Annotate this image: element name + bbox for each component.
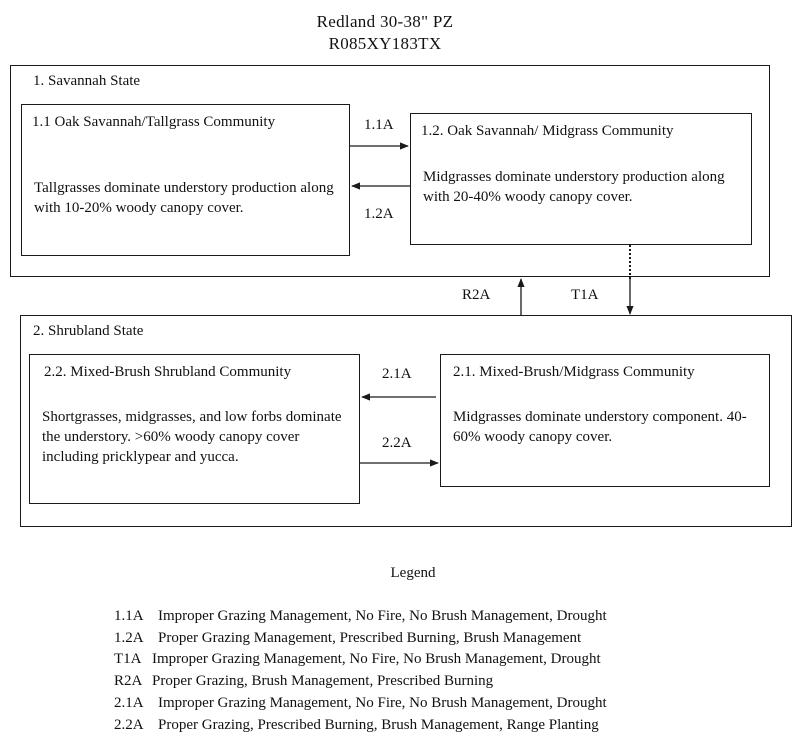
legend-text: Improper Grazing Management, No Fire, No Brush Management, Drought — [158, 608, 607, 624]
legend-item — [114, 649, 607, 671]
legend-item — [114, 628, 607, 650]
legend-code: 1.2A — [114, 629, 144, 646]
transition-label-t1a: T1A — [571, 287, 599, 303]
community-2-1-description: Midgrasses dominate understory component. 40-60% woody canopy cover. — [453, 409, 747, 445]
legend-code: R2A — [114, 673, 143, 690]
transition-label-2-1a: 2.1A — [382, 366, 412, 382]
community-2-1-title: 2.1. Mixed-Brush/Midgrass Community — [453, 364, 695, 380]
legend-code: 1.1A — [114, 608, 144, 624]
transition-label-2-2a: 2.2A — [382, 435, 412, 451]
community-1-1-title: 1.1 Oak Savannah/Tallgrass Community — [32, 114, 276, 130]
savannah-state-label: 1. Savannah State — [33, 73, 141, 89]
legend-item — [114, 693, 607, 715]
community-2-2-description: Shortgrasses, midgrasses, and low forbs dominate the understory. >60% woody canopy cover including pricklypear and yucca. — [42, 409, 342, 465]
shrubland-state-label: 2. Shrubland State — [33, 323, 144, 339]
legend-title: Legend — [390, 565, 436, 581]
community-2-2-title: 2.2. Mixed-Brush Shrubland Community — [44, 364, 292, 380]
legend-text: Proper Grazing, Brush Management, Prescribed Burning — [152, 673, 494, 690]
legend-text: Proper Grazing, Prescribed Burning, Brush Management, Range Planting — [158, 716, 599, 733]
community-1-1-description: Tallgrasses dominate understory production along with 10-20% woody canopy cover. — [34, 180, 334, 216]
legend-item — [114, 715, 607, 737]
transition-label-1-1a: 1.1A — [364, 117, 394, 133]
transition-label-r2a: R2A — [462, 287, 491, 303]
community-1-2-description: Midgrasses dominate understory production along with 20-40% woody canopy cover. — [423, 169, 725, 205]
legend-item — [114, 606, 607, 628]
legend-text: Improper Grazing Management, No Fire, No Brush Management, Drought — [152, 651, 601, 668]
diagram-title-line1: Redland 30-38" PZ — [316, 12, 454, 31]
community-1-2-title: 1.2. Oak Savannah/ Midgrass Community — [421, 123, 674, 139]
legend-code: 2.1A — [114, 694, 144, 711]
diagram-title-line2: R085XY183TX — [328, 34, 442, 53]
legend-item — [114, 671, 607, 693]
legend-code: 2.2A — [114, 716, 144, 733]
transition-label-1-2a: 1.2A — [364, 206, 394, 222]
legend-text: Improper Grazing Management, No Fire, No Brush Management, Drought — [158, 694, 607, 711]
legend-list — [114, 606, 607, 736]
legend-code: T1A — [114, 651, 142, 668]
legend-text: Proper Grazing Management, Prescribed Burning, Brush Management — [158, 629, 582, 646]
